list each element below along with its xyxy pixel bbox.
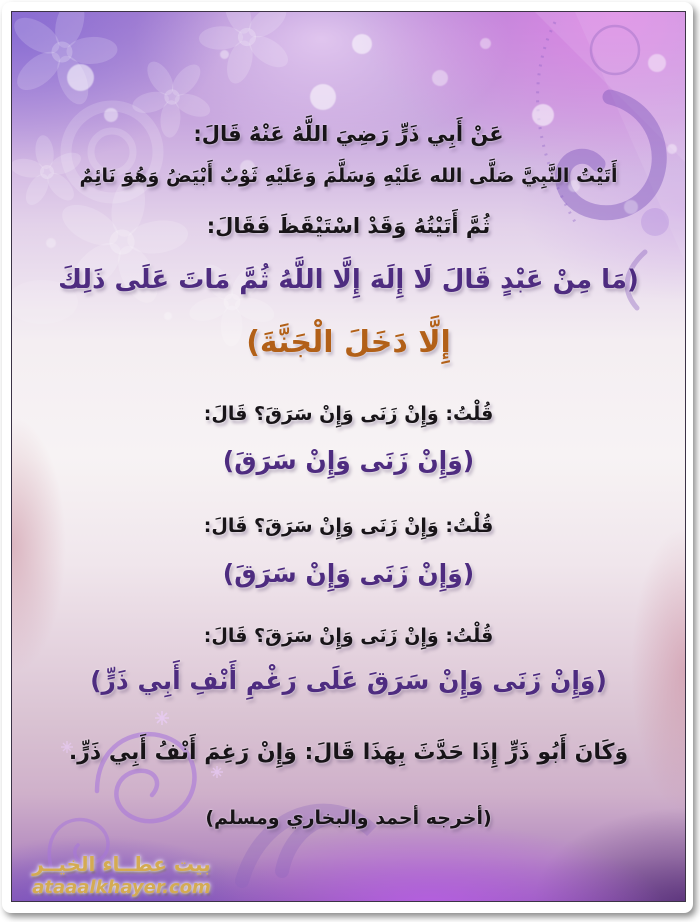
narration-intro-line1: عَنْ أَبِي ذَرٍّ رَضِيَ اللَّهُ عَنْهُ قَالَ: xyxy=(193,122,504,146)
narration-intro-line3: ثُمَّ أَتَيْتُهُ وَقَدْ اسْتَيْقَظَ فَقَالَ: xyxy=(206,214,491,238)
exchange-3-question: قُلْتُ: وَإِنْ زَنَى وَإِنْ سَرَقَ؟ قَالَ: xyxy=(203,625,494,647)
bokeh-circle xyxy=(648,54,666,72)
bokeh-circle xyxy=(67,64,94,91)
watermark-name: بيت عطــاء الخيــر xyxy=(32,852,211,876)
exchange-2-question: قُلْتُ: وَإِنْ زَنَى وَإِنْ سَرَقَ؟ قَالَ: xyxy=(203,515,494,537)
exchange-3-answer: (وَإِنْ زَنَى وَإِنْ سَرَقَ عَلَى رَغْمِ أَنْفِ أَبِي ذَرٍّ) xyxy=(90,666,607,695)
bokeh-circle xyxy=(432,70,448,86)
bokeh-circle xyxy=(352,34,372,54)
hadith-quote-line2: إِلَّا دَخَلَ الْجَنَّةَ) xyxy=(246,325,451,360)
poster-frame xyxy=(2,2,693,913)
exchange-2-answer: (وَإِنْ زَنَى وَإِنْ سَرَقَ) xyxy=(222,559,475,588)
poster-canvas xyxy=(12,12,685,901)
watermark-site: ataaalkhayer.com xyxy=(32,877,211,898)
exchange-1-question: قُلْتُ: وَإِنْ زَنَى وَإِنْ سَرَقَ؟ قَالَ: xyxy=(203,403,494,425)
hadith-quote-line1: (مَا مِنْ عَبْدٍ قَالَ لَا إِلَهَ إِلَّا اللَّهُ ثُمَّ مَاتَ عَلَى ذَلِكَ xyxy=(58,265,639,295)
bokeh-circle xyxy=(480,38,491,49)
attribution: (أخرجه أحمد والبخاري ومسلم) xyxy=(205,807,492,829)
closing-line: وَكَانَ أَبُو ذَرٍّ إِذَا حَدَّثَ بِهَذَا قَالَ: وَإِنْ رَغِمَ أَنْفُ أَبِي ذَرٍّ. xyxy=(68,740,629,765)
bokeh-circle xyxy=(220,50,229,59)
watermark xyxy=(24,852,219,900)
bokeh-circle xyxy=(310,84,336,110)
exchange-1-answer: (وَإِنْ زَنَى وَإِنْ سَرَقَ) xyxy=(222,446,475,475)
narration-intro-line2: أَتَيْتُ النَّبِيَّ صَلَّى الله عَلَيْهِ وَسَلَّمَ وَعَلَيْهِ ثَوْبٌ أَبْيَضُ وَهُوَ نَائِمٌ xyxy=(79,165,618,187)
bokeh-circle xyxy=(164,312,172,320)
